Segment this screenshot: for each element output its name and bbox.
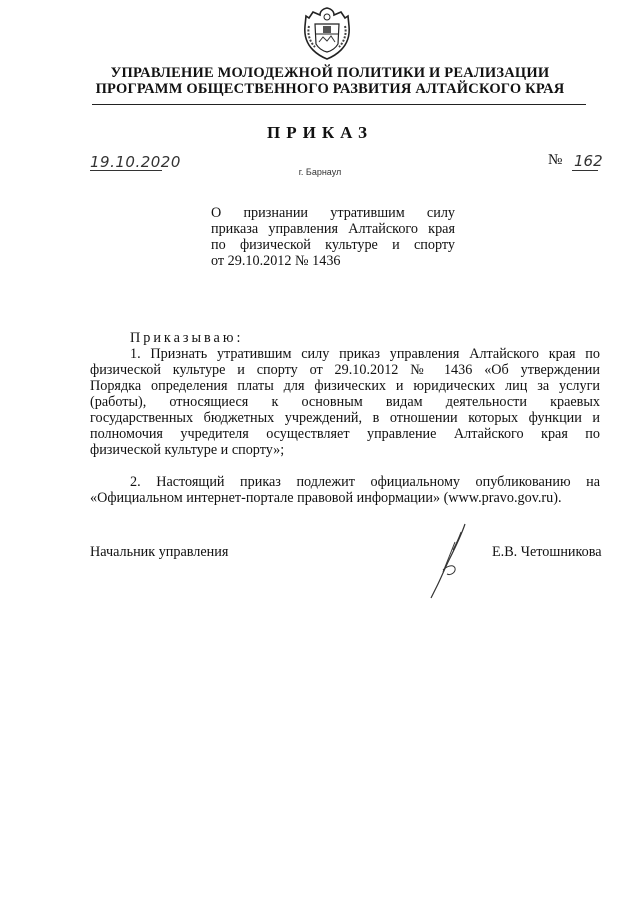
subject-line: от 29.10.2012 № 1436: [211, 253, 341, 269]
signer-position: Начальник управления: [90, 544, 229, 560]
paragraph-line: полномочия учредителя осуществляет управление Алтайского края по: [90, 426, 600, 442]
paragraph-line: физической культуре и спорту»;: [90, 442, 285, 458]
order-number-label: №: [548, 152, 563, 168]
city-label: г. Барнаул: [298, 167, 342, 177]
paragraph-line: Порядка определения платы для физических и юридических лиц за услуги: [90, 378, 600, 394]
paragraph-line: физической культуре и спорту от 29.10.2012 № 1436 «Об утверждении: [90, 362, 600, 378]
paragraph-line: 1. Признать утратившим силу приказ управления Алтайского края по: [130, 346, 600, 362]
subject-line: приказа управления Алтайского края: [211, 221, 455, 237]
document-type-title: ПРИКАЗ: [267, 123, 373, 142]
handwritten-signature: [425, 522, 475, 600]
subject-line: по физической культуре и спорту: [211, 237, 455, 253]
subject-line: О признании утратившим силу: [211, 205, 455, 221]
paragraph-1: [90, 346, 600, 458]
order-number: 162: [574, 152, 603, 170]
paragraph-line: (работы), относящиеся к основным видам деятельности краевых: [90, 394, 600, 410]
order-subject: [211, 205, 455, 269]
order-date: 19.10.2020: [90, 153, 181, 171]
coat-of-arms-emblem: [301, 6, 353, 60]
paragraph-line: 2. Настоящий приказ подлежит официальному опубликованию на: [130, 474, 600, 490]
paragraph-2: [90, 474, 600, 506]
organization-name-line-1: УПРАВЛЕНИЕ МОЛОДЕЖНОЙ ПОЛИТИКИ И РЕАЛИЗАЦИИ: [110, 65, 550, 81]
order-directive-word: Приказываю:: [130, 330, 244, 346]
organization-name-line-2: ПРОГРАММ ОБЩЕСТВЕННОГО РАЗВИТИЯ АЛТАЙСКОГО КРАЯ: [95, 81, 565, 97]
paragraph-line: государственных бюджетных учреждений, в отношении которых функции и: [90, 410, 600, 426]
paragraph-line: «Официальном интернет-портале правовой информации» (www.pravo.gov.ru).: [90, 490, 562, 506]
signer-name: Е.В. Четошникова: [492, 544, 602, 560]
header-divider: [92, 104, 586, 105]
